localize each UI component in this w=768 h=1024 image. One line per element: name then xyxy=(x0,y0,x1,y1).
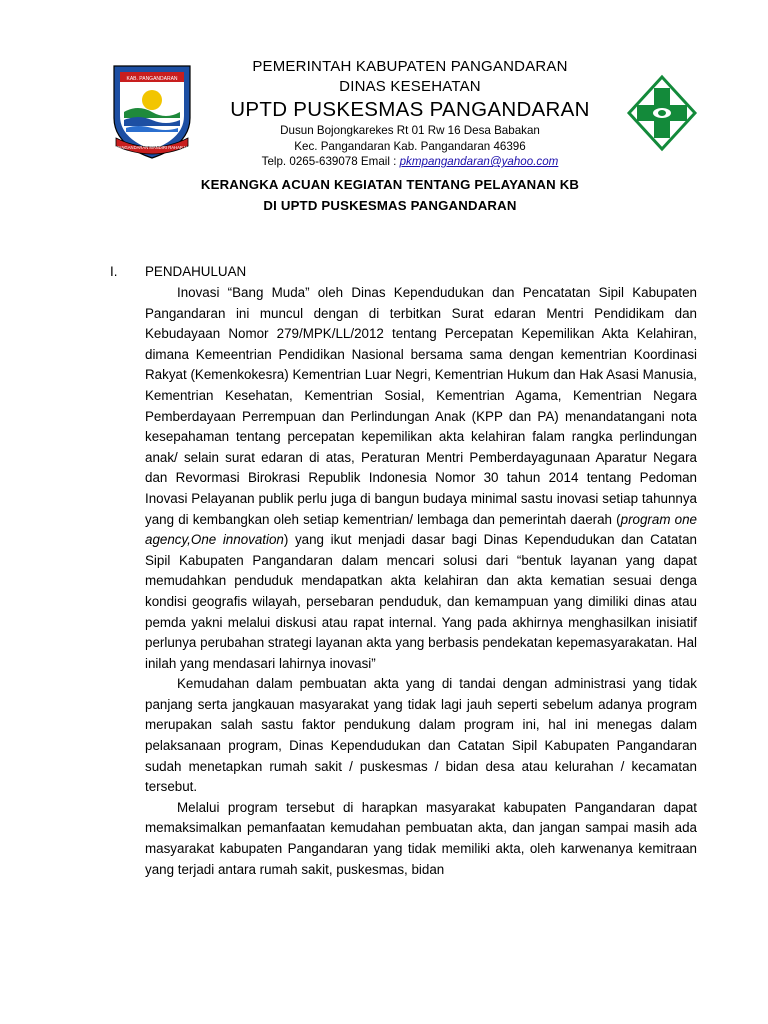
section-number: I. xyxy=(110,264,118,279)
paragraph-2: Kemudahan dalam pembuatan akta yang di tandai dengan administrasi yang tidak panjang serta jangkauan masyarakat yang tidak lagi jauh seperti sebelum adanya program merupakan salah sastu faktor pendukung dalam program ini, hal ini menegas dalam pelaksanaan program, Dinas Kependudukan dan Catatan Sipil Kabupaten Pangandaran sudah menetapkan rumah sakit / puskesmas / bidan desa atau kelurahan / kecamatan tersebut. xyxy=(145,676,697,795)
section-body xyxy=(145,283,697,880)
agency-name: DINAS KESEHATAN xyxy=(339,78,481,95)
regency-emblem xyxy=(110,60,194,160)
letterhead xyxy=(200,57,620,170)
paragraph-1-italic: program one agency,One innovation xyxy=(145,511,697,548)
address-line-1: Dusun Bojongkarekes Rt 01 Rw 16 Desa Babakan xyxy=(280,124,540,137)
document-title-line-1: KERANGKA ACUAN KEGIATAN TENTANG PELAYANAN KB xyxy=(200,177,580,192)
section-heading: PENDAHULUAN xyxy=(145,264,247,279)
puskesmas-cross-icon xyxy=(626,74,698,152)
paragraph-1 xyxy=(145,283,697,674)
institution-name: UPTD PUSKESMAS PANGANDARAN xyxy=(230,98,590,121)
contact-line xyxy=(200,154,620,170)
emblem-ribbon-text: PANGANDARAN MANDIRI RAHARJA xyxy=(116,145,188,150)
phone-text: Telp. 0265-639078 Email : xyxy=(261,155,400,168)
paragraph-1-part-b: ) yang ikut menjadi dasar bagi Dinas Kependudukan dan Catatan Sipil Kabupaten Pangandaran dalam mencari solusi dari “bentuk layanan yang dapat memudahkan penduduk mendapatkan akta kelahiran dan akta kematian sesuai denga kondisi geografis wilayah, persebaran penduduk, dan kemampuan yang dimiliki dinas atau pemda yakni melalui diskusi atau rapat internal. Yang pada akhirnya menghasilkan inisiatif perlunya perubahan strategi layanan akta yang berbasis pendekatan kepemasyarakatan. Hal inilah yang mendasari lahirnya inovasi” xyxy=(145,532,697,671)
email-link[interactable]: pkmpangandaran@yahoo.com xyxy=(399,155,559,168)
puskesmas-logo xyxy=(626,74,698,152)
paragraph-3: Melalui program tersebut di harapkan masyarakat kabupaten Pangandaran dapat memaksimalkan pemanfaatan kemudahan pembuatan akta, dan jangan sampai masih ada masyarakat kabupaten Pangandaran yang tidak memiliki akta, oleh karwenanya kemitraan yang terjadi antara rumah sakit, puskesmas, bidan xyxy=(145,799,697,877)
paragraph-1-part-a: Inovasi “Bang Muda” oleh Dinas Kependudukan dan Pencatatan Sipil Kabupaten Pangandaran ini muncul dengan di terbitkan Surat edaran Mentri Pendidikam dan Kebudayaan Nomor 279/MPK/LL/2012 tentang Percepatan Kepemilikan Akta Kelahiran, dimana Kemeentrian Pendidikan Nasional bersama sama dengan kementrian Koordinasi Rakyat (Kemenkokesra) Kementrian Luar Negri, Kementrian Hukum dan Hak Asasi Manusia, Kementrian Kesehatan, Kementrian Sosial, Kementrian Agama, Kementrian Negara Pemberdayaan Perrempuan dan Perlindungan Anak (KPP dan PA) menandatangani nota kesepahaman tentang percepatan kepemilikan akta kelahiran falam rangka perlindungan anak/ selain surat edaran di atas, Peraturan Mentri Pemberdayagunaan Aparatur Negara dan Revormasi Birokrasi Republik Indonesia Nomor 30 tahun 2014 tentang Pedoman Inovasi Pelayanan publik perlu juga di bangun budaya minimal sastu inovasi setiap tahunnya yang di kembangkan oleh setiap kementrian/ lembaga dan pemerintah daerah ( xyxy=(145,285,697,527)
regency-emblem-icon xyxy=(110,60,194,160)
address-line-2: Kec. Pangandaran Kab. Pangandaran 46396 xyxy=(294,139,526,153)
emblem-top-text: KAB. PANGANDARAN xyxy=(126,76,178,82)
government-name: PEMERINTAH KABUPATEN PANGANDARAN xyxy=(252,58,568,75)
document-title-line-2: DI UPTD PUSKESMAS PANGANDARAN xyxy=(263,198,517,213)
